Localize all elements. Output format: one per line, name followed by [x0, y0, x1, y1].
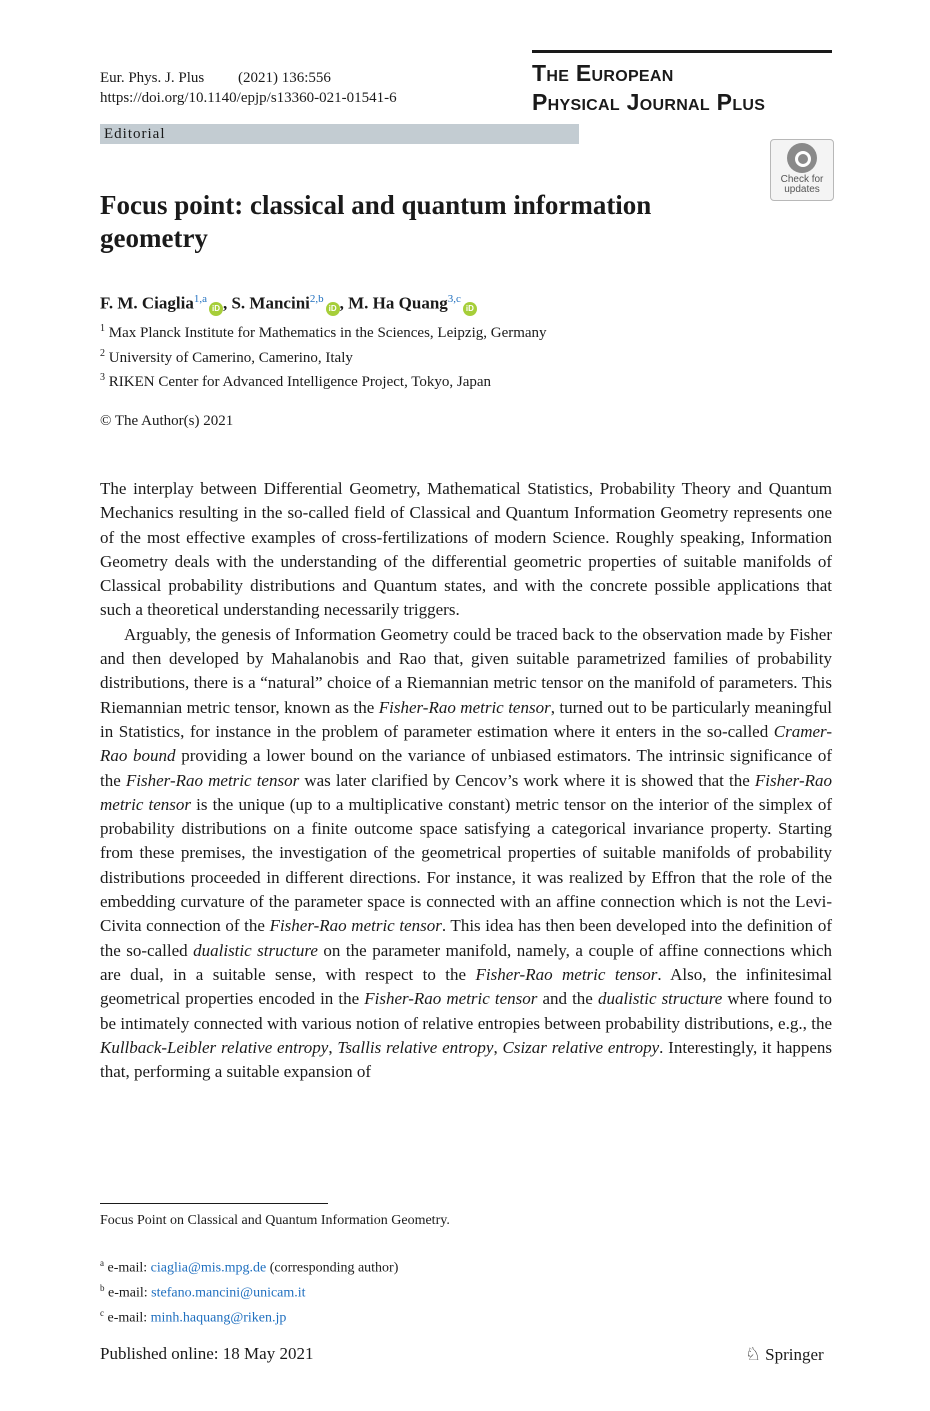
email-footnote: $^a$ e-mail: ciaglia@mis.mpg.de (corresponding author)	[100, 1258, 399, 1276]
volume-ref: (2021) 136:556	[237, 70, 331, 86]
body-paragraph: The interplay between Differential Geometry, Mathematical Statistics, Probability Theory and Quantum Mechanics resulting in the so-called field of Classical and Quantum Information Geometry represents one of the most effective examples of cross-fertilizations of modern Science. Roughly speaking, Information Geometry deals with the understanding of the differential geometric properties of suitable manifolds of Classical probability distributions and Quantum states, and with the concrete possible applications that such a theoretical understanding necessarily triggers.	[100, 479, 832, 620]
article-type: Editorial	[104, 126, 166, 142]
check-for-updates-button[interactable]	[770, 139, 834, 201]
running-header	[100, 68, 397, 108]
body-paragraph: Arguably, the genesis of Information Geometry could be traced back to the observation made by Fisher and then developed by Mahalanobis and Rao that, given suitable parametrized families of probability distributions, there is a “natural” choice of a Riemannian metric tensor on the manifold of parameters. This Riemannian metric tensor, known as the Fisher-Rao metric tensor, turned out to be particularly meaningful in Statistics, for instance in the problem of parameter estimation where it enters in the so-called Cramer-Rao bound providing a lower bound on the variance of unbiased estimators. The intrinsic significance of the Fisher-Rao metric tensor was later clarified by Cencov’s work where it is showed that the Fisher-Rao metric tensor is the unique (up to a multiplicative constant) metric tensor on the interior of the simplex of probability distributions on a finite outcome space satisfying a categorical invariance property. Starting from these premises, the investigation of the geometrical properties of suitable manifolds of probability distributions proceeded in different directions. For instance, it was realized by Effron that the role of the embedding curvature of the parameter space is connected with an affine connection which is not the Levi-Civita connection of the Fisher-Rao metric tensor. This idea has then been developed into the definition of the so-called dualistic structure on the parameter manifold, namely, a couple of affine connections which are dual, in a suitable sense, with respect to the Fisher-Rao metric tensor. Also, the infinitesimal geometrical properties encoded in the Fisher-Rao metric tensor and the dualistic structure where found to be intimately connected with various notion of relative entropies between probability distributions, e.g., the Kullback-Leibler relative entropy, Tsallis relative entropy, Csizar relative entropy. Interestingly, it happens that, performing a suitable expansion of	[100, 624, 833, 1082]
email-link[interactable]: minh.haquang@riken.jp	[150, 1310, 287, 1326]
orcid-icon[interactable]: iD	[326, 302, 340, 316]
author-list: F. M. Ciaglia$^{1,a}$iD , S. Mancini$^{2,b}$iD , M. Ha Quang$^{3,c}$iD	[100, 287, 477, 316]
published-date: Published online: 18 May 2021	[100, 1344, 314, 1363]
author-name: S. Mancini	[231, 293, 310, 313]
email-link[interactable]: ciaglia@mis.mpg.de	[150, 1260, 267, 1276]
springer-horse-icon: ♘	[745, 1344, 762, 1364]
article-body	[100, 477, 832, 1084]
author-name: M. Ha Quang	[348, 293, 448, 313]
journal-logo	[532, 50, 832, 117]
article-title: Focus point: classical and quantum information geometry	[100, 190, 652, 253]
affiliation: $^3$ RIKEN Center for Advanced Intelligence Project, Tokyo, Japan	[100, 372, 492, 390]
orcid-icon[interactable]: iD	[463, 302, 477, 316]
author-affil-mark: 3,c	[447, 293, 461, 305]
dedication-footnote: Focus Point on Classical and Quantum Information Geometry.	[100, 1213, 450, 1228]
publisher-name: Springer	[765, 1345, 824, 1364]
footnote-divider	[100, 1203, 328, 1204]
orcid-icon[interactable]: iD	[209, 302, 223, 316]
journal-name-line2: Physical Journal Plus	[532, 89, 766, 115]
affiliation: $^1$ Max Planck Institute for Mathematics in the Sciences, Leipzig, Germany	[100, 323, 547, 341]
email-footnote: $^b$ e-mail: stefano.mancini@unicam.it	[100, 1283, 306, 1301]
doi-link[interactable]: https://doi.org/10.1140/epjp/s13360-021-01541-6	[100, 90, 397, 106]
email-footnote: $^c$ e-mail: minh.haquang@riken.jp	[100, 1308, 287, 1326]
check-for-updates-icon	[787, 143, 817, 173]
publisher-logo	[745, 1343, 824, 1366]
author-name: F. M. Ciaglia	[100, 293, 194, 313]
affiliations	[100, 319, 547, 393]
article-type-bar	[100, 124, 579, 144]
journal-abbrev: Eur. Phys. J. Plus	[100, 70, 205, 86]
check-for-updates-label: Check for updates	[780, 174, 824, 195]
affiliation: $^2$ University of Camerino, Camerino, Italy	[100, 347, 353, 366]
journal-name-line1: The European	[532, 60, 674, 86]
copyright-notice: © The Author(s) 2021	[100, 413, 234, 429]
author-affil-mark: 1,a	[193, 293, 207, 305]
email-link[interactable]: stefano.mancini@unicam.it	[151, 1285, 306, 1301]
author-affil-mark: 2,b	[309, 293, 324, 305]
